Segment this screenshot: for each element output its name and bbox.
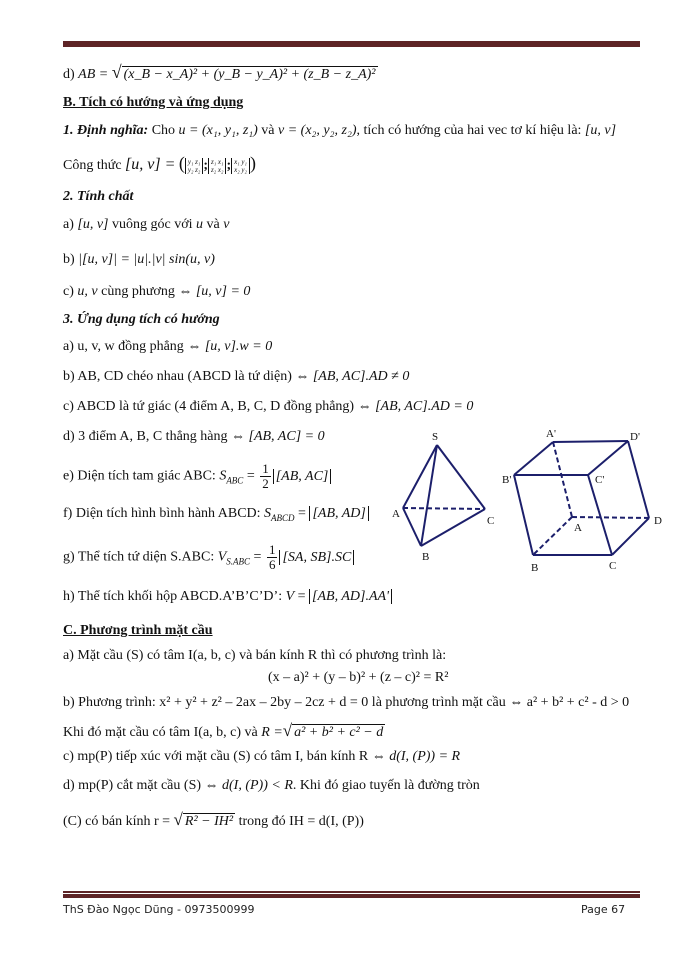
- formula-radicand: (x_B − x_A)² + (y_B − y_A)² + (z_B − z_A)²: [123, 67, 376, 82]
- application-f: f) Diện tích hình bình hành ABCD: $S_{ABCD} = [AB$, AD]: [63, 505, 369, 527]
- conj-text: và: [261, 123, 275, 138]
- tetrahedron-labels: [392, 431, 494, 563]
- determinant-3: x₁ y₁ x₂ y₂: [231, 158, 250, 174]
- footer-author: ThS Đào Ngọc Dũng - 0973500999: [63, 903, 255, 916]
- svg-text:B: B: [531, 562, 539, 574]
- sphere-a: a) Mặt cầu (S) có tâm I(a, b, c) và bán kính R thì có phương trình là:: [63, 648, 447, 663]
- footer-rule-thin: [63, 891, 640, 893]
- item-label: d): [63, 67, 75, 82]
- svg-text:B': B': [502, 474, 512, 486]
- distance-formula: d) AB = √ (x_B − x_A)² + (y_B − y_A)² + (z_B − z_A)²: [63, 62, 376, 82]
- svg-text:A': A': [546, 428, 556, 440]
- svg-text:C': C': [595, 474, 605, 486]
- svg-text:D: D: [654, 515, 662, 527]
- properties-heading: 2. Tính chất: [63, 189, 134, 204]
- sphere-center-radius: Khi đó mặt cầu có tâm I(a, b, c) và R =√ a² + b² + c² − d: [63, 721, 384, 740]
- svg-text:C: C: [609, 560, 617, 572]
- property-a: a) [u, v] vuông góc với u và v: [63, 217, 230, 232]
- applications-heading: 3. Ứng dụng tích có hướng: [63, 312, 220, 327]
- determinant-2: z₁ x₁ z₂ x₂: [208, 158, 226, 174]
- footer-rule: [63, 894, 640, 898]
- application-c: c) ABCD là tứ giác (4 điểm A, B, C, D đồng phẳng) ⇔ [AB, AC].AD = 0: [63, 399, 474, 414]
- tetrahedron-figure: [403, 445, 485, 546]
- formula-lhs: AB =: [78, 67, 109, 82]
- svg-text:C: C: [487, 515, 495, 527]
- section-b-title: B. Tích có hướng và ứng dụng: [63, 95, 244, 110]
- application-e: e) Diện tích tam giác ABC: $S_{ABC}$ = $\frac{1}{2}$ [AB, AC]: [63, 462, 331, 491]
- definition-text: Cho: [151, 123, 176, 138]
- formula-lhs: [u, v] =: [125, 156, 176, 173]
- sphere-e: (C) có bán kính r = √ R² − IH² trong đó IH = d(I, (P)): [63, 810, 364, 829]
- application-d: d) 3 điểm A, B, C thẳng hàng ⇔ [AB, AC] = 0: [63, 429, 325, 444]
- property-c: c) u, v cùng phương ⇔ [u, v] = 0: [63, 284, 251, 299]
- definition-text-2: , tích có hướng của hai vec tơ kí hiệu là:: [356, 123, 582, 138]
- sphere-c: c) mp(P) tiếp xúc với mặt cầu (S) có tâm I, bán kính R ⇔ d(I, (P)) = R: [63, 749, 461, 764]
- parallelepiped-labels: [502, 428, 662, 574]
- definition-heading: 1. Định nghĩa:: [63, 123, 149, 138]
- determinant-1: y₁ z₁ y₂ z₂: [185, 158, 203, 174]
- page-number: Page 67: [581, 903, 626, 916]
- property-b: b) |[u, v]| = |u|.|v| sin(u, v): [63, 252, 215, 267]
- svg-text:D': D': [630, 431, 640, 443]
- cross-product-formula: Công thức [u, v] = ( y₁ z₁ y₂ z₂ ; z₁ x₁ z₂ x₂ ; x₁ y₁ x₂ y₂ ): [63, 153, 256, 174]
- vector-u: u = (x₁, y₁, z₁): [178, 123, 258, 138]
- application-b: b) AB, CD chéo nhau (ABCD là tứ diện) ⇔ [AB, AC].AD ≠ 0: [63, 369, 410, 384]
- sphere-b: b) Phương trình: x² + y² + z² – 2ax – 2by – 2cz + d = 0 là phương trình mặt cầu ⇔ a² + b² + c² - d > 0: [63, 695, 630, 710]
- svg-text:S: S: [432, 431, 439, 443]
- parallelepiped-figure: [514, 441, 649, 555]
- svg-text:B: B: [422, 551, 430, 563]
- formula-label: Công thức: [63, 158, 122, 173]
- svg-text:A: A: [392, 508, 400, 520]
- sphere-equation: (x – a)² + (y – b)² + (z – c)² = R²: [268, 670, 449, 685]
- svg-text:A: A: [574, 522, 582, 534]
- application-a: a) u, v, w đồng phẳng ⇔ [u, v].w = 0: [63, 339, 273, 354]
- application-h: h) Thể tích khối hộp ABCD.A’B’C’D’: V = [AB, AD].AA': [63, 588, 392, 606]
- cross-product-symbol: [u, v]: [584, 123, 617, 138]
- vector-v: v = (x₂, y₂, z₂): [278, 123, 357, 138]
- application-g: g) Thể tích tứ diện S.ABC: $V_{S.ABC}$ = $\frac{1}{6}$ [SA, SB].SC: [63, 543, 354, 572]
- section-c-title: C. Phương trình mặt cầu: [63, 623, 213, 638]
- sphere-d: d) mp(P) cắt mặt cầu (S) ⇔ d(I, (P)) < R. Khi đó giao tuyến là đường tròn: [63, 778, 480, 793]
